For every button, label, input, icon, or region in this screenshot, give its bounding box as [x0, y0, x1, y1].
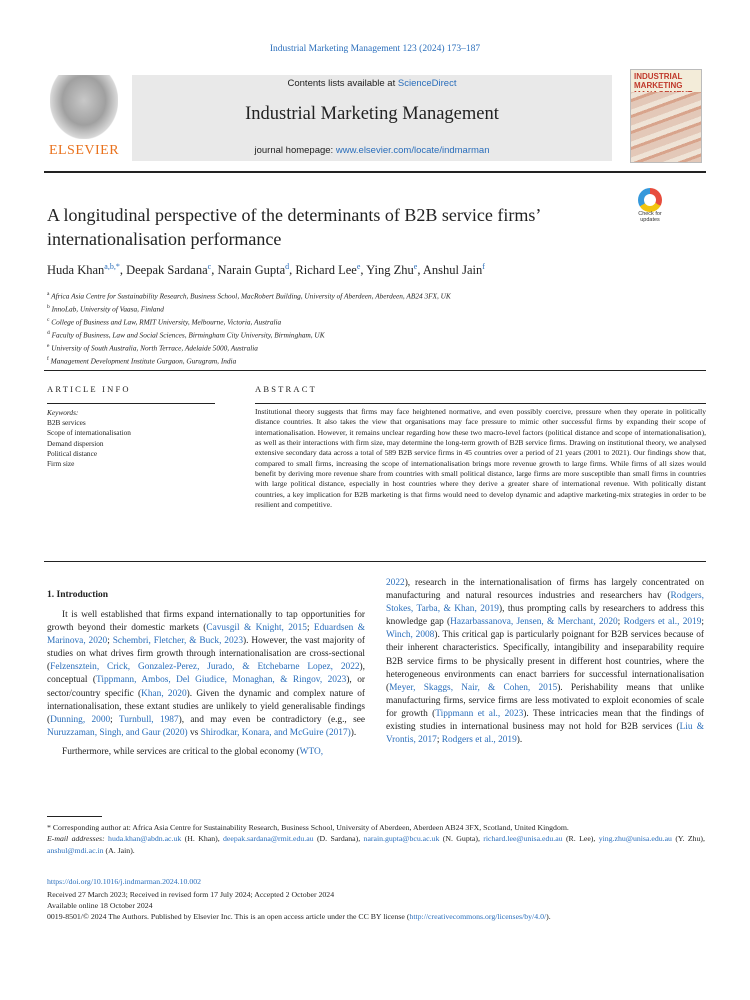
affiliation-text: Africa Asia Centre for Sustainability Research, Business School, MacRobert Building, University of Aberdeen, Aberdeen, AB24 3FX, UK	[49, 291, 451, 301]
email-addresses	[47, 833, 705, 856]
keyword-item: Political distance	[47, 448, 98, 458]
affiliation-marker: d	[47, 330, 50, 337]
affiliation-marker: e	[47, 343, 50, 350]
email-owner: (A. Jain).	[103, 845, 135, 855]
citation-link[interactable]: Felzensztein, Crick, Gonzalez-Perez, Jurado, & Etchebarne Lopez, 2022	[50, 662, 360, 673]
keywords-block	[47, 408, 237, 469]
email-owner: (D. Sardana),	[313, 834, 364, 844]
body-text: Furthermore, while services are critical to the global economy (	[62, 746, 300, 757]
citation-link[interactable]: Rodgers et al., 2019	[441, 735, 517, 746]
body-text: ). This critical gap is particularly poignant for B2B services because of their inherent characteristics. Specifically, intangibility and inseparability require B2B service firms to be physically present in different host countries, where the heterogeneous environments can enact barriers for successful internationalisation (	[386, 630, 704, 693]
journal-title: Industrial Marketing Management	[245, 104, 499, 124]
abstract-rule	[255, 403, 706, 404]
affiliation-marker: f	[47, 356, 49, 363]
homepage-prefix: journal homepage:	[254, 145, 336, 156]
affiliation-text: InnoLab, University of Vaasa, Finland	[49, 304, 164, 314]
article-info-caption: ARTICLE INFO	[47, 384, 131, 394]
elsevier-tree-icon	[50, 75, 118, 139]
keyword-item: Scope of internationalisation	[47, 428, 131, 438]
available-online: Available online 18 October 2024	[47, 901, 153, 911]
publisher-wordmark: ELSEVIER	[48, 143, 120, 158]
citation-link[interactable]: Shirodkar, Konara, and McGuire (2017)	[200, 727, 351, 738]
body-text: ).	[350, 727, 357, 738]
check-updates-label: Check for updates	[638, 211, 662, 223]
author-name[interactable]: Anshul Jain	[422, 263, 483, 278]
citation-link[interactable]: Tippmann et al., 2023	[435, 708, 524, 719]
contents-prefix: Contents lists available at	[287, 78, 398, 89]
affiliation-item	[47, 289, 707, 302]
email-link[interactable]: anshul@mdi.ac.in	[47, 845, 104, 855]
email-link[interactable]: huda.khan@abdn.ac.uk	[108, 834, 182, 844]
check-for-updates-button[interactable]	[632, 188, 668, 224]
author-list	[47, 262, 707, 278]
introduction-heading: 1. Introduction	[47, 590, 109, 600]
email-link[interactable]: deepak.sardana@rmit.edu.au	[223, 834, 314, 844]
citation-link[interactable]: Cavusgil & Knight, 2015	[206, 623, 307, 634]
author-separator: ,	[417, 263, 423, 278]
affiliation-item	[47, 354, 707, 367]
citation-link[interactable]: Winch, 2008	[386, 630, 435, 641]
body-text: ). These intricacies mean that the findings of existing studies in international business may not hold for B2B services (	[386, 708, 704, 733]
citation-link[interactable]: Turnbull, 1987	[118, 714, 179, 725]
article-history	[47, 889, 707, 923]
email-link[interactable]: narain.gupta@bcu.ac.uk	[363, 834, 440, 844]
author-separator: ,	[211, 263, 218, 278]
body-text: It is well established that firms expand internationally to tap opportunities for growth beyond their domestic markets (	[47, 610, 365, 634]
citation-link[interactable]: Nuruzzaman, Singh, and Gaur (2020)	[47, 727, 188, 738]
citation-link[interactable]: Khan, 2020	[141, 688, 187, 699]
citation-link[interactable]: Schembri, Fletcher, & Buck, 2023	[112, 636, 243, 647]
email-label: E-mail addresses:	[47, 834, 109, 844]
body-text: ), and may even be contradictory (e.g., see	[178, 714, 366, 725]
citation-link[interactable]: Rodgers et al., 2019	[623, 617, 702, 628]
body-column-left	[47, 603, 365, 759]
keyword-item: B2B services	[47, 418, 86, 428]
journal-homepage-link[interactable]: www.elsevier.com/locate/indmarman	[335, 145, 490, 156]
body-text: ;	[306, 623, 314, 634]
journal-cover-thumbnail[interactable]	[630, 69, 702, 163]
cover-title: INDUSTRIAL MARKETING	[631, 70, 701, 92]
citation-link[interactable]: Meyer, Skaggs, Nair, & Cohen, 2015	[389, 682, 558, 693]
check-updates-icon	[638, 188, 662, 212]
author-name[interactable]: Ying Zhu	[366, 263, 414, 278]
author-affiliation-marker[interactable]: e	[356, 262, 361, 271]
homepage-line	[132, 145, 612, 156]
body-text: ), conceptual (	[47, 662, 365, 686]
citation-link[interactable]: Tippmann, Ambos, Del Giudice, Monaghan, & Ringov, 2023	[96, 675, 347, 686]
author-affiliation-marker[interactable]: f	[482, 262, 485, 271]
body-text: ), thus prompting calls by researchers to address this knowledge gap (	[386, 604, 704, 628]
email-owner: (N. Gupta),	[439, 834, 484, 844]
affiliation-marker: c	[47, 317, 50, 324]
author-name[interactable]: Huda Khan	[47, 263, 105, 278]
journal-banner	[132, 75, 612, 161]
body-text: ).	[516, 735, 523, 746]
keyword-item: Firm size	[47, 459, 75, 469]
keywords-list	[47, 418, 237, 469]
keyword-item: Demand dispersion	[47, 438, 104, 448]
body-text: ), or sector/country specific (	[47, 675, 365, 699]
author-affiliation-marker[interactable]: c	[207, 262, 212, 271]
affiliation-item	[47, 302, 707, 315]
affiliation-text: University of South Australia, North Terrace, Adelaide 5000, Australia	[49, 343, 258, 353]
author-affiliation-marker[interactable]: d	[285, 262, 290, 271]
email-owner: (Y. Zhu),	[671, 834, 705, 844]
section-rule	[44, 370, 706, 371]
sciencedirect-link[interactable]: ScienceDirect	[397, 78, 457, 89]
contents-line	[132, 78, 612, 89]
author-name[interactable]: Deepak Sardana	[126, 263, 208, 278]
author-affiliation-marker[interactable]: a,b,*	[104, 262, 120, 271]
affiliation-item	[47, 315, 707, 328]
citation-link[interactable]: Eduardsen & Marinova, 2020	[47, 623, 365, 647]
email-owner: (H. Khan),	[181, 834, 224, 844]
email-link[interactable]: ying.zhu@unisa.edu.au	[598, 834, 672, 844]
section-rule-lower	[44, 561, 706, 562]
body-text: ;	[617, 617, 624, 628]
author-name[interactable]: Richard Lee	[295, 263, 357, 278]
article-title: A longitudinal perspective of the determinants of B2B service firms’ internationalisation performance	[47, 205, 541, 249]
body-text: ;	[436, 735, 442, 746]
journal-reference[interactable]: Industrial Marketing Management 123 (2024) 173–187	[269, 44, 481, 54]
citation-link[interactable]: WTO,	[299, 746, 324, 757]
email-owner: (R. Lee),	[562, 834, 599, 844]
body-text: ;	[110, 714, 119, 725]
cover-artwork	[631, 92, 701, 163]
affiliation-text: Management Development Institute Gurgaon, Gurugram, India	[48, 356, 237, 366]
body-text: ;	[107, 636, 113, 647]
citation-link[interactable]: Liu & Vrontis, 2017	[386, 722, 704, 746]
elsevier-logo[interactable]	[44, 75, 124, 161]
license-prefix: 0019-8501/© 2024 The Authors. Published by Elsevier Inc. This is an open access article under the CC BY license (	[47, 912, 410, 922]
license-suffix: ).	[546, 912, 551, 922]
header-rule	[44, 171, 706, 173]
author-separator: ,	[289, 263, 296, 278]
author-separator: ,	[119, 263, 127, 278]
citation-link[interactable]: 2022	[386, 578, 405, 588]
intro-paragraph-2	[47, 746, 365, 759]
body-text: ), research in the internationalisation of firms has largely concentrated on manufacturing and natural resources industries and researchers hav (	[386, 578, 704, 602]
affiliation-marker: a	[47, 291, 50, 297]
abstract-caption: ABSTRACT	[255, 384, 317, 394]
article-info-rule	[47, 403, 215, 404]
received-dates: Received 27 March 2023; Received in revised form 17 July 2024; Accepted 2 October 2024	[47, 890, 335, 899]
author-name[interactable]: Narain Gupta	[217, 263, 286, 278]
body-text: vs	[187, 727, 201, 738]
author-separator: ,	[360, 263, 367, 278]
citation-link[interactable]: Hazarbassanova, Jensen, & Merchant, 2020	[450, 617, 618, 628]
body-column-right	[386, 577, 704, 747]
affiliation-text: Faculty of Business, Law and Social Sciences, Birmingham City University, Birmingham, UK	[49, 330, 325, 340]
doi-link[interactable]: https://doi.org/10.1016/j.indmarman.2024.10.002	[47, 877, 202, 886]
abstract-text: Institutional theory suggests that firms may face heightened normative, and even possibly coercive, pressure when they operate in politically distance countries. It also takes the view that organisations may face pressure to mimic other successful firms by expanding their scope of internationalisation. However, it remains unclear regarding how these two macro-level factors (political distance and scope of internationalisation), as well as their interactions with firm size, may determine the long-term growth of B2B service firms. Drawing on institutional theory, we analysed extensive secondary data across a total of 589 B2B service firms in 45 countries over a period of 21 years (2001 to 2021). Our findings show that, compared to small firms, increasing the scope of internationalisation brings more revenue growth to large firms. While firms of all sizes would benefit by deriving more revenue share from countries with small political distance, large firms are more susceptible than small firms in countries with large political distance, especially in host countries where they derive a greater share of international revenue. With politically distant countries, a key implication for B2B marketing is that firms would need to develop dynamic and adaptive marketing-mix strategies in order to be resilient and competitive.	[255, 407, 706, 510]
footnotes	[47, 822, 705, 856]
license-link[interactable]: http://creativecommons.org/licenses/by/4.0/	[409, 912, 547, 922]
affiliation-item	[47, 341, 707, 354]
license-line	[47, 911, 707, 922]
affiliation-marker: b	[47, 304, 50, 311]
corresponding-author-note: * Corresponding author at: Africa Asia Centre for Sustainability Research, Business School, University of Aberdeen, Aberdeen AB24 3FX, Scotland, United Kingdom.	[47, 823, 569, 832]
affiliation-item	[47, 328, 707, 341]
citation-link[interactable]: Rodgers, Stokes, Tarba, & Khan, 2019	[386, 591, 704, 615]
body-text: ). Perishability means that unlike manufacturing firms, service firms are less motivated to exploit economies of scale for growth (	[386, 682, 705, 719]
journal-header	[44, 72, 706, 167]
keywords-label: Keywords:	[47, 408, 79, 417]
author-affiliation-marker[interactable]: e	[413, 262, 418, 271]
body-text: ). However, the vast majority of studies on what drives firm growth through internationalisation are cross-sectional (	[47, 636, 365, 673]
body-text: ;	[701, 617, 704, 628]
citation-link[interactable]: Dunning, 2000	[50, 714, 111, 725]
affiliations	[47, 289, 707, 367]
affiliation-text: College of Business and Law, RMIT University, Melbourne, Victoria, Australia	[49, 317, 282, 327]
email-link[interactable]: richard.lee@unisa.edu.au	[483, 834, 563, 844]
intro-paragraph-continued	[386, 577, 704, 747]
footnote-rule	[47, 816, 102, 817]
body-text: ). Given the dynamic and complex nature of internationalisation, these extant studies are unlikely to yield generalisable findings (	[47, 688, 365, 725]
intro-paragraph-1	[47, 609, 365, 740]
